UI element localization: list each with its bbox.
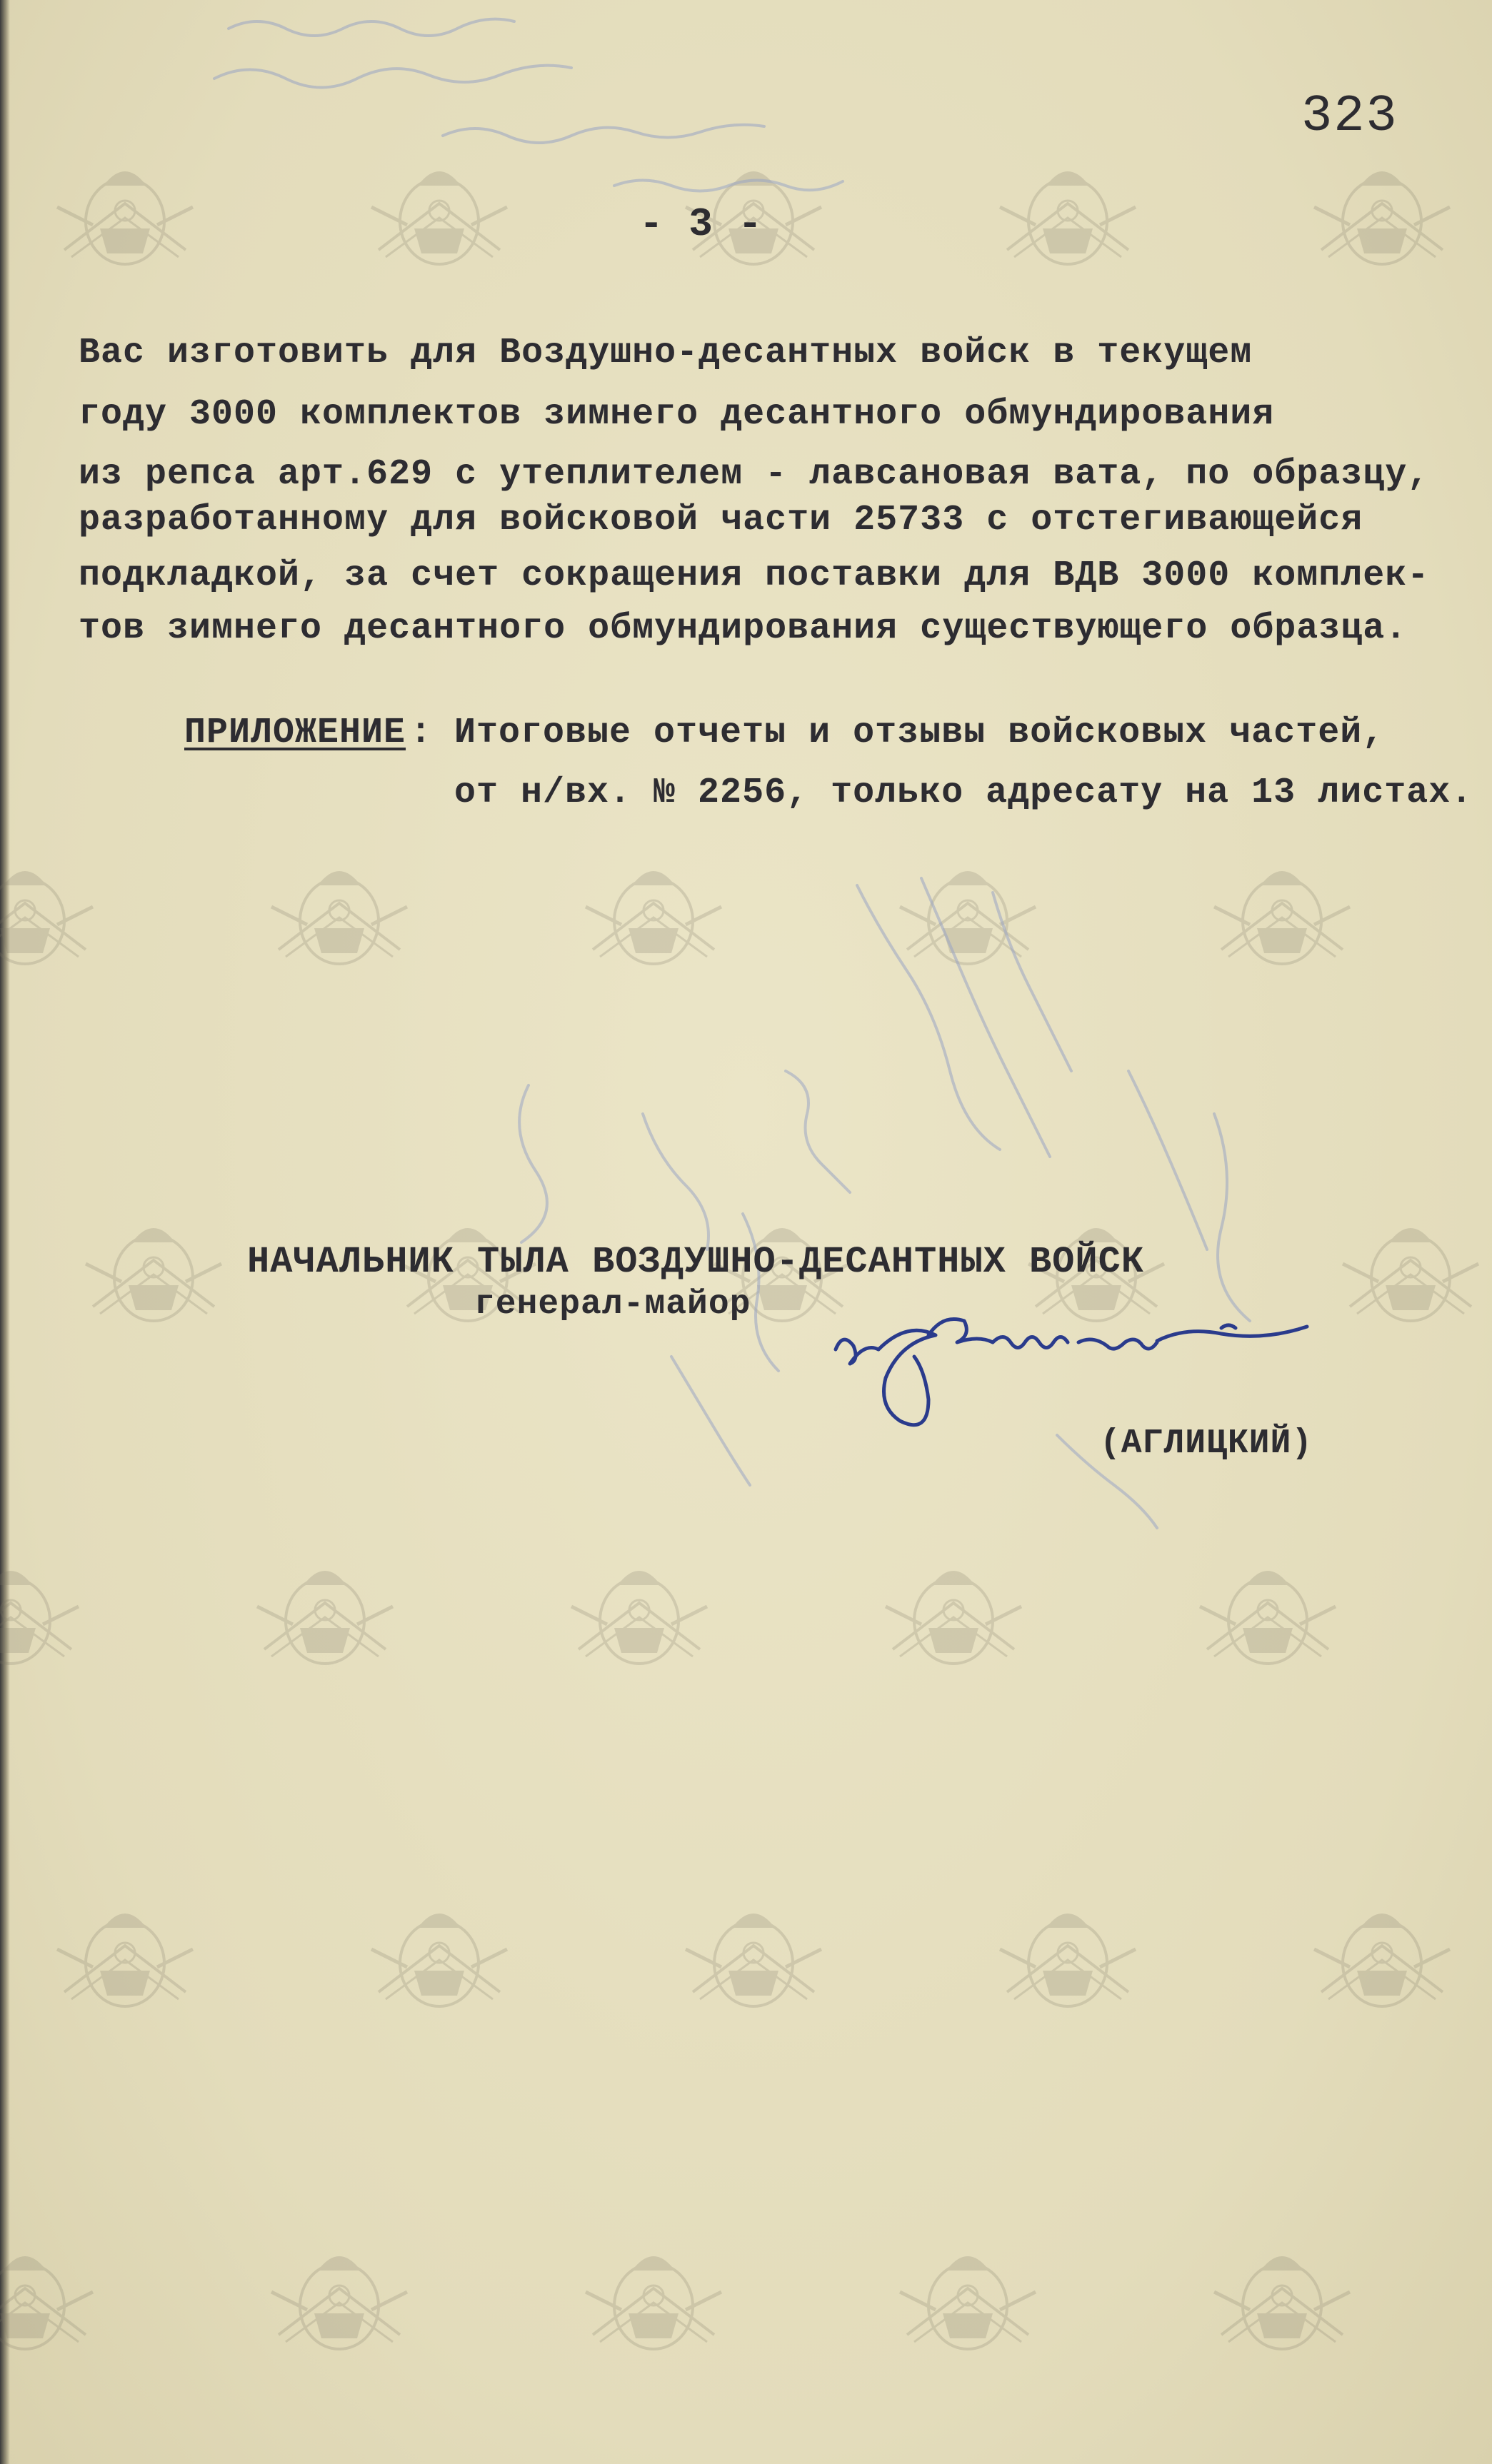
signatory-title: НАЧАЛЬНИК ТЫЛА ВОЗДУШНО-ДЕСАНТНЫХ ВОЙСК: [247, 1241, 1144, 1283]
body-line: тов зимнего десантного обмундирования существующего образца.: [79, 608, 1408, 649]
appendix-text: от н/вх. № 2256, только адресату на 13 листах.: [454, 773, 1473, 813]
body-line: разработанному для войсковой части 25733 с отстегивающейся: [79, 500, 1363, 540]
body-line: из репса арт.629 с утеплителем - лавсановая вата, по образцу,: [79, 454, 1430, 495]
signatory-name: (АГЛИЦКИЙ): [1100, 1424, 1313, 1463]
signatory-rank: генерал-майор: [474, 1285, 751, 1324]
body-line: Вас изготовить для Воздушно-десантных войск в текущем: [79, 333, 1253, 373]
body-line: подкладкой, за счет сокращения поставки для ВДВ 3000 комплек-: [79, 555, 1430, 596]
page-binding-edge: [0, 0, 10, 2464]
body-line: году 3000 комплектов зимнего десантного обмундирования: [79, 394, 1275, 435]
appendix-text: Итоговые отчеты и отзывы войсковых частей,: [454, 713, 1385, 753]
handwritten-signature: [821, 1299, 1364, 1442]
appendix-label: ПРИЛОЖЕНИЕ: [184, 713, 406, 753]
page-number: 323: [1301, 87, 1398, 146]
appendix-colon: :: [410, 713, 433, 753]
page-header: - 3 -: [639, 201, 763, 247]
